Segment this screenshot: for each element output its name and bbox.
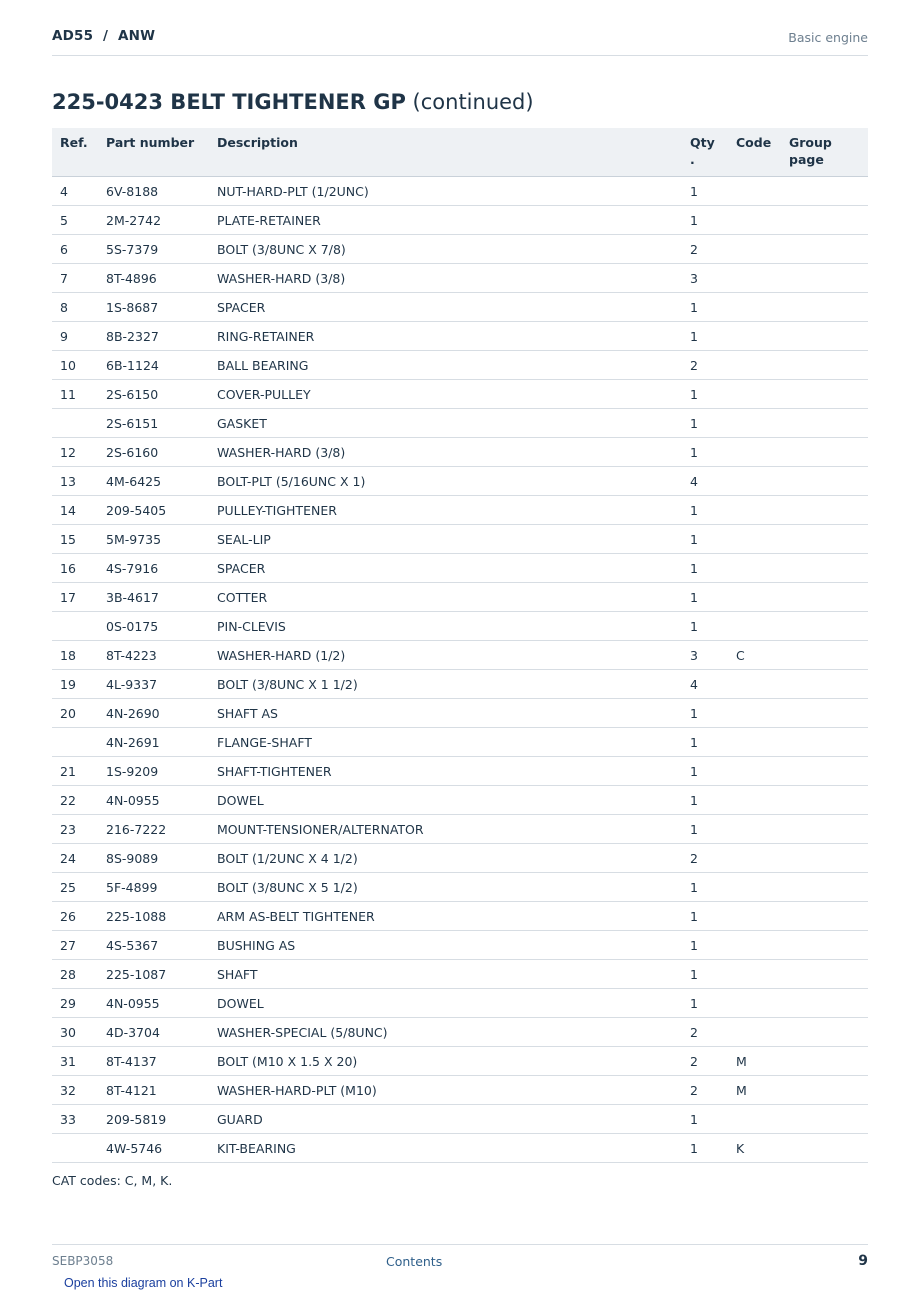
cell-qty: 2	[682, 351, 728, 380]
cell-group-page	[781, 467, 868, 496]
table-row	[52, 699, 868, 728]
cell-ref: 33	[52, 1105, 98, 1134]
cell-qty: 2	[682, 1076, 728, 1105]
cell-qty: 1	[682, 293, 728, 322]
cell-description: DOWEL	[209, 989, 682, 1018]
cell-ref: 19	[52, 670, 98, 699]
cell-ref: 24	[52, 844, 98, 873]
cell-group-page	[781, 612, 868, 641]
cell-part-number: 4S-7916	[98, 554, 209, 583]
table-row	[52, 1047, 868, 1076]
cell-ref	[52, 1134, 98, 1163]
cell-part-number: 5F-4899	[98, 873, 209, 902]
cell-part-number: 4N-0955	[98, 989, 209, 1018]
cell-description: PIN-CLEVIS	[209, 612, 682, 641]
contents-link[interactable]: Contents	[386, 1254, 443, 1269]
cell-ref: 11	[52, 380, 98, 409]
cell-group-page	[781, 728, 868, 757]
cell-ref: 4	[52, 177, 98, 206]
cell-group-page	[781, 1105, 868, 1134]
cell-description: SHAFT	[209, 960, 682, 989]
cell-group-page	[781, 699, 868, 728]
page-number: 9	[858, 1253, 868, 1269]
table-row	[52, 786, 868, 815]
cell-group-page	[781, 380, 868, 409]
cell-ref: 18	[52, 641, 98, 670]
cell-description: KIT-BEARING	[209, 1134, 682, 1163]
cell-code	[728, 670, 781, 699]
cell-code	[728, 815, 781, 844]
table-row	[52, 409, 868, 438]
cell-description: FLANGE-SHAFT	[209, 728, 682, 757]
header-ref: Ref.	[52, 128, 98, 177]
cell-code	[728, 960, 781, 989]
cell-group-page	[781, 1134, 868, 1163]
cell-ref: 15	[52, 525, 98, 554]
cell-part-number: 8T-4121	[98, 1076, 209, 1105]
cell-qty: 1	[682, 873, 728, 902]
table-row	[52, 380, 868, 409]
cell-description: BUSHING AS	[209, 931, 682, 960]
cell-qty: 1	[682, 177, 728, 206]
cell-part-number: 8B-2327	[98, 322, 209, 351]
cell-group-page	[781, 1047, 868, 1076]
cell-qty: 2	[682, 1018, 728, 1047]
cell-code	[728, 525, 781, 554]
cell-part-number: 3B-4617	[98, 583, 209, 612]
cell-code	[728, 438, 781, 467]
cell-description: BOLT (3/8UNC X 1 1/2)	[209, 670, 682, 699]
cell-ref	[52, 728, 98, 757]
table-header-row	[52, 128, 868, 177]
page-footer	[52, 1244, 868, 1275]
cell-part-number: 4D-3704	[98, 1018, 209, 1047]
cell-description: MOUNT-TENSIONER/ALTERNATOR	[209, 815, 682, 844]
cell-part-number: 4N-2690	[98, 699, 209, 728]
table-row	[52, 844, 868, 873]
cell-qty: 1	[682, 612, 728, 641]
continued-label: (continued)	[412, 90, 534, 114]
cell-qty: 1	[682, 815, 728, 844]
table-row	[52, 670, 868, 699]
cell-ref	[52, 409, 98, 438]
cell-description: NUT-HARD-PLT (1/2UNC)	[209, 177, 682, 206]
page-header	[52, 28, 868, 56]
cell-code: M	[728, 1076, 781, 1105]
cell-ref: 12	[52, 438, 98, 467]
cell-group-page	[781, 844, 868, 873]
cell-group-page	[781, 206, 868, 235]
cell-part-number: 4N-2691	[98, 728, 209, 757]
cell-code	[728, 1018, 781, 1047]
cell-ref: 16	[52, 554, 98, 583]
cell-ref: 28	[52, 960, 98, 989]
header-code: Code	[728, 128, 781, 177]
cell-description: WASHER-HARD (3/8)	[209, 438, 682, 467]
cell-part-number: 225-1088	[98, 902, 209, 931]
cell-ref: 29	[52, 989, 98, 1018]
cell-ref: 21	[52, 757, 98, 786]
table-row	[52, 1134, 868, 1163]
cell-group-page	[781, 1018, 868, 1047]
cell-qty: 1	[682, 438, 728, 467]
parts-table	[52, 128, 868, 1163]
cell-group-page	[781, 525, 868, 554]
table-row	[52, 206, 868, 235]
cell-code: C	[728, 641, 781, 670]
table-row	[52, 1076, 868, 1105]
cell-part-number: 6V-8188	[98, 177, 209, 206]
cell-code	[728, 235, 781, 264]
cell-group-page	[781, 409, 868, 438]
cell-code	[728, 351, 781, 380]
table-row	[52, 583, 868, 612]
cell-part-number: 8T-4223	[98, 641, 209, 670]
cell-description: BOLT-PLT (5/16UNC X 1)	[209, 467, 682, 496]
table-row	[52, 351, 868, 380]
cell-group-page	[781, 815, 868, 844]
cell-qty: 1	[682, 902, 728, 931]
cell-part-number: 2S-6160	[98, 438, 209, 467]
cell-code: M	[728, 1047, 781, 1076]
table-row	[52, 1105, 868, 1134]
table-row	[52, 728, 868, 757]
cell-part-number: 209-5819	[98, 1105, 209, 1134]
cell-description: RING-RETAINER	[209, 322, 682, 351]
cell-ref: 31	[52, 1047, 98, 1076]
cell-group-page	[781, 902, 868, 931]
cell-part-number: 8T-4137	[98, 1047, 209, 1076]
cell-ref: 13	[52, 467, 98, 496]
cat-codes-note: CAT codes: C, M, K.	[52, 1173, 173, 1188]
group-title: 225-0423 BELT TIGHTENER GP	[52, 90, 406, 114]
cell-code	[728, 583, 781, 612]
cell-qty: 1	[682, 496, 728, 525]
cell-description: BOLT (M10 X 1.5 X 20)	[209, 1047, 682, 1076]
cell-qty: 2	[682, 844, 728, 873]
cell-group-page	[781, 786, 868, 815]
cell-code	[728, 264, 781, 293]
cell-description: BOLT (3/8UNC X 5 1/2)	[209, 873, 682, 902]
cell-qty: 1	[682, 960, 728, 989]
cell-group-page	[781, 177, 868, 206]
cell-ref: 7	[52, 264, 98, 293]
cell-ref: 26	[52, 902, 98, 931]
cell-code	[728, 496, 781, 525]
cell-description: WASHER-SPECIAL (5/8UNC)	[209, 1018, 682, 1047]
cell-group-page	[781, 264, 868, 293]
cell-group-page	[781, 641, 868, 670]
cell-group-page	[781, 757, 868, 786]
cell-group-page	[781, 960, 868, 989]
page-title	[52, 90, 534, 114]
cell-group-page	[781, 293, 868, 322]
cell-description: COVER-PULLEY	[209, 380, 682, 409]
cell-description: SEAL-LIP	[209, 525, 682, 554]
cell-part-number: 0S-0175	[98, 612, 209, 641]
cell-group-page	[781, 351, 868, 380]
table-row	[52, 989, 868, 1018]
cell-ref: 10	[52, 351, 98, 380]
cell-part-number: 209-5405	[98, 496, 209, 525]
cell-group-page	[781, 670, 868, 699]
cell-code	[728, 177, 781, 206]
parts-table-body	[52, 177, 868, 1163]
cell-description: WASHER-HARD-PLT (M10)	[209, 1076, 682, 1105]
cell-code	[728, 554, 781, 583]
cell-code	[728, 844, 781, 873]
cell-qty: 1	[682, 525, 728, 554]
cell-description: GUARD	[209, 1105, 682, 1134]
cell-part-number: 5S-7379	[98, 235, 209, 264]
cell-qty: 3	[682, 264, 728, 293]
cell-code	[728, 206, 781, 235]
cell-qty: 1	[682, 931, 728, 960]
header-description: Description	[209, 128, 682, 177]
table-row	[52, 815, 868, 844]
cell-group-page	[781, 235, 868, 264]
cell-ref: 5	[52, 206, 98, 235]
cell-part-number: 1S-8687	[98, 293, 209, 322]
cell-group-page	[781, 322, 868, 351]
cell-qty: 1	[682, 1105, 728, 1134]
cell-qty: 2	[682, 235, 728, 264]
header-group-page: Group page	[781, 128, 868, 177]
cell-qty: 1	[682, 728, 728, 757]
cell-code	[728, 1105, 781, 1134]
cell-group-page	[781, 583, 868, 612]
cell-group-page	[781, 496, 868, 525]
cell-qty: 1	[682, 380, 728, 409]
cell-code	[728, 786, 781, 815]
cell-part-number: 2S-6150	[98, 380, 209, 409]
table-row	[52, 293, 868, 322]
cell-code	[728, 409, 781, 438]
breadcrumb: AD55 / ANW	[52, 28, 156, 44]
cell-qty: 1	[682, 322, 728, 351]
open-diagram-kpart-link[interactable]: Open this diagram on K-Part	[64, 1276, 223, 1290]
cell-description: WASHER-HARD (1/2)	[209, 641, 682, 670]
table-row	[52, 525, 868, 554]
cell-description: BALL BEARING	[209, 351, 682, 380]
cell-description: SHAFT AS	[209, 699, 682, 728]
cell-description: PLATE-RETAINER	[209, 206, 682, 235]
cell-group-page	[781, 989, 868, 1018]
header-part-number: Part number	[98, 128, 209, 177]
table-row	[52, 177, 868, 206]
cell-code	[728, 873, 781, 902]
cell-qty: 4	[682, 670, 728, 699]
cell-code	[728, 380, 781, 409]
table-row	[52, 757, 868, 786]
cell-code	[728, 757, 781, 786]
table-row	[52, 235, 868, 264]
cell-code	[728, 293, 781, 322]
cell-code: K	[728, 1134, 781, 1163]
cell-code	[728, 612, 781, 641]
cell-part-number: 4M-6425	[98, 467, 209, 496]
cell-description: SPACER	[209, 293, 682, 322]
cell-description: PULLEY-TIGHTENER	[209, 496, 682, 525]
cell-group-page	[781, 931, 868, 960]
cell-code	[728, 699, 781, 728]
cell-part-number: 4W-5746	[98, 1134, 209, 1163]
cell-part-number: 4N-0955	[98, 786, 209, 815]
cell-ref: 30	[52, 1018, 98, 1047]
cell-code	[728, 467, 781, 496]
cell-ref: 20	[52, 699, 98, 728]
cell-qty: 1	[682, 206, 728, 235]
table-row	[52, 931, 868, 960]
cell-group-page	[781, 554, 868, 583]
cell-part-number: 5M-9735	[98, 525, 209, 554]
cell-group-page	[781, 438, 868, 467]
cell-ref: 8	[52, 293, 98, 322]
table-row	[52, 873, 868, 902]
table-row	[52, 1018, 868, 1047]
cell-part-number: 225-1087	[98, 960, 209, 989]
header-qty: Qty .	[682, 128, 728, 177]
cell-part-number: 2S-6151	[98, 409, 209, 438]
cell-ref: 9	[52, 322, 98, 351]
cell-qty: 2	[682, 1047, 728, 1076]
cell-code	[728, 728, 781, 757]
table-row	[52, 612, 868, 641]
cell-ref: 27	[52, 931, 98, 960]
cell-qty: 1	[682, 699, 728, 728]
cell-qty: 1	[682, 786, 728, 815]
cell-part-number: 4L-9337	[98, 670, 209, 699]
table-row	[52, 264, 868, 293]
cell-ref: 23	[52, 815, 98, 844]
table-row	[52, 641, 868, 670]
cell-description: SHAFT-TIGHTENER	[209, 757, 682, 786]
cell-part-number: 2M-2742	[98, 206, 209, 235]
cell-description: DOWEL	[209, 786, 682, 815]
cell-group-page	[781, 873, 868, 902]
cell-qty: 4	[682, 467, 728, 496]
cell-description: ARM AS-BELT TIGHTENER	[209, 902, 682, 931]
cell-part-number: 4S-5367	[98, 931, 209, 960]
cell-ref: 6	[52, 235, 98, 264]
cell-part-number: 1S-9209	[98, 757, 209, 786]
cell-qty: 1	[682, 583, 728, 612]
cell-code	[728, 931, 781, 960]
cell-qty: 1	[682, 409, 728, 438]
cell-qty: 3	[682, 641, 728, 670]
cell-group-page	[781, 1076, 868, 1105]
cell-code	[728, 322, 781, 351]
cell-qty: 1	[682, 1134, 728, 1163]
cell-code	[728, 902, 781, 931]
cell-qty: 1	[682, 989, 728, 1018]
document-id: SEBP3058	[52, 1254, 114, 1268]
cell-description: SPACER	[209, 554, 682, 583]
cell-ref	[52, 612, 98, 641]
cell-description: GASKET	[209, 409, 682, 438]
cell-part-number: 8T-4896	[98, 264, 209, 293]
cell-code	[728, 989, 781, 1018]
cell-description: BOLT (1/2UNC X 4 1/2)	[209, 844, 682, 873]
cell-ref: 32	[52, 1076, 98, 1105]
cell-description: WASHER-HARD (3/8)	[209, 264, 682, 293]
cell-ref: 17	[52, 583, 98, 612]
cell-qty: 1	[682, 554, 728, 583]
section-name: Basic engine	[788, 30, 868, 45]
table-row	[52, 554, 868, 583]
cell-ref: 22	[52, 786, 98, 815]
table-row	[52, 960, 868, 989]
cell-description: COTTER	[209, 583, 682, 612]
table-row	[52, 322, 868, 351]
cell-part-number: 8S-9089	[98, 844, 209, 873]
cell-description: BOLT (3/8UNC X 7/8)	[209, 235, 682, 264]
cell-ref: 25	[52, 873, 98, 902]
cell-part-number: 216-7222	[98, 815, 209, 844]
table-row	[52, 902, 868, 931]
cell-qty: 1	[682, 757, 728, 786]
table-row	[52, 467, 868, 496]
cell-ref: 14	[52, 496, 98, 525]
table-row	[52, 438, 868, 467]
table-row	[52, 496, 868, 525]
cell-part-number: 6B-1124	[98, 351, 209, 380]
